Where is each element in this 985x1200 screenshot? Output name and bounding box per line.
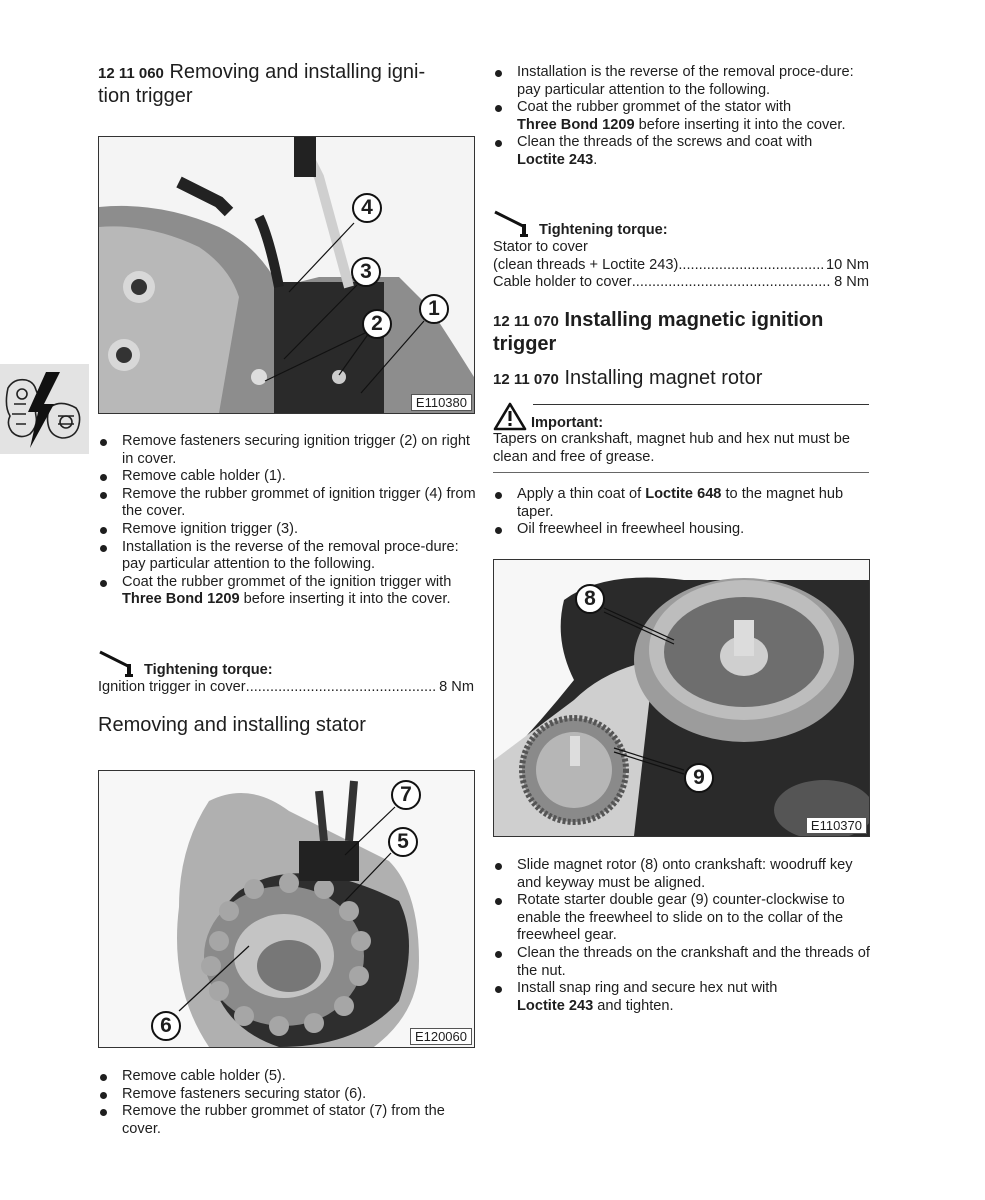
text: Install snap ring and secure hex nut with <box>517 980 778 997</box>
torque-label: Ignition trigger in cover <box>98 679 246 695</box>
engine-electrical-icon <box>0 364 89 454</box>
list-item <box>493 486 871 521</box>
product-name: Loctite 243 <box>517 997 594 1014</box>
list-item <box>493 980 871 1015</box>
callout-4: 4 <box>352 193 382 223</box>
torque-label: Stator to cover <box>493 239 588 255</box>
magnet-rotor-install-steps <box>493 857 871 1015</box>
torque-value: 10 Nm <box>826 256 869 273</box>
product-name: Three Bond 1209 <box>122 591 240 608</box>
list-item: Remove fasteners securing ignition trigger (2) on right in cover. <box>98 433 476 468</box>
section-title-line2: trigger <box>493 333 557 355</box>
product-name: Three Bond 1209 <box>517 116 635 133</box>
list-item: Installation is the reverse of the removal proce-dure: pay particular attention to the following. <box>98 539 476 574</box>
callout-6: 6 <box>151 1011 181 1041</box>
leader-dots <box>678 257 823 275</box>
list-item: Remove fasteners securing stator (6). <box>98 1086 476 1104</box>
section-code: 12 11 070 <box>493 371 559 388</box>
list-item: Installation is the reverse of the removal proce-dure: pay particular attention to the following. <box>493 64 871 99</box>
stator-steps-continued <box>493 64 871 170</box>
torque-spec-ignition <box>98 662 474 697</box>
torque-label: (clean threads + Loctite 243) <box>493 256 679 273</box>
list-item <box>98 574 476 609</box>
text: to the magnet hub taper. <box>517 486 844 520</box>
product-name: Loctite 243 <box>517 151 594 168</box>
product-name: Loctite 648 <box>645 486 722 502</box>
torque-row <box>98 679 474 697</box>
list-item <box>493 134 871 169</box>
torque-heading <box>493 222 869 239</box>
section-code: 12 11 070 <box>493 313 559 330</box>
leader-dots <box>246 679 436 697</box>
list-item: Rotate starter double gear (9) counter-clockwise to enable the freewheel to slide on to the collar of the freewheel gear. <box>493 892 871 945</box>
divider-bottom <box>493 472 869 473</box>
torque-wrench-icon <box>98 650 142 680</box>
section-title-line1: Installing magnetic ignition <box>564 309 824 331</box>
section-title-line2: tion trigger <box>98 85 193 107</box>
torque-heading-text: Tightening torque: <box>144 662 273 678</box>
text: before inserting it into the cover. <box>634 116 846 133</box>
text: before inserting it into the cover. <box>239 591 451 608</box>
list-item: Remove the rubber grommet of stator (7) from the cover. <box>98 1103 476 1138</box>
section-magnetic-trigger-heading <box>493 309 873 355</box>
text: Coat the rubber grommet of the stator with <box>517 99 792 116</box>
list-item: Remove the rubber grommet of ignition trigger (4) from the cover. <box>98 486 476 521</box>
stator-steps <box>98 1068 476 1138</box>
list-item: Slide magnet rotor (8) onto crankshaft: woodruff key and keyway must be aligned. <box>493 857 871 892</box>
warning-triangle-icon <box>493 401 527 431</box>
torque-value: 8 Nm <box>834 274 869 291</box>
text: Apply a thin coat of <box>517 486 646 502</box>
list-item <box>493 99 871 134</box>
torque-row <box>493 274 869 292</box>
section-stator-heading: Removing and installing stator <box>98 714 366 736</box>
text: Clean the threads of the screws and coat with <box>517 134 813 151</box>
chapter-tab <box>0 364 89 454</box>
callout-9: 9 <box>684 763 714 793</box>
torque-value: 8 Nm <box>439 679 474 695</box>
figure-id: E110370 <box>806 817 867 834</box>
important-heading-row <box>493 401 869 431</box>
magnet-rotor-prep-steps <box>493 486 871 539</box>
callout-5: 5 <box>388 827 418 857</box>
leader-dots <box>632 274 831 292</box>
figure-id: E120060 <box>410 1028 472 1045</box>
list-item: Clean the threads on the crankshaft and the threads of the nut. <box>493 945 871 980</box>
text: Coat the rubber grommet of the ignition trigger with <box>122 573 452 590</box>
text: and tighten. <box>593 997 674 1014</box>
callout-3: 3 <box>351 257 381 287</box>
important-text: Tapers on crankshaft, magnet hub and hex nut must be clean and free of grease. <box>493 431 850 465</box>
important-heading: Important: <box>531 415 604 431</box>
section-ignition-trigger <box>98 61 478 107</box>
callout-2: 2 <box>362 309 392 339</box>
torque-label: Cable holder to cover <box>493 274 632 291</box>
list-item: Remove cable holder (1). <box>98 468 476 486</box>
torque-wrench-icon <box>493 210 537 240</box>
text: . <box>593 151 598 168</box>
figure-id: E110380 <box>411 394 472 411</box>
torque-heading-text: Tightening torque: <box>539 222 668 238</box>
photo-magnet-rotor <box>494 560 869 836</box>
section-magnet-rotor-heading <box>493 367 873 391</box>
figure-magnet-rotor <box>493 559 870 837</box>
section-title-line1: Removing and installing igni- <box>169 61 426 83</box>
section-title: Installing magnet rotor <box>564 367 763 389</box>
torque-heading <box>98 662 474 679</box>
ignition-trigger-steps <box>98 433 476 609</box>
callout-7: 7 <box>391 780 421 810</box>
figure-ignition-trigger <box>98 136 475 414</box>
photo-ignition-trigger <box>99 137 474 413</box>
figure-stator <box>98 770 475 1048</box>
list-item: Oil freewheel in freewheel housing. <box>493 521 871 539</box>
torque-spec-stator <box>493 222 869 292</box>
callout-1: 1 <box>419 294 449 324</box>
important-note <box>493 401 869 466</box>
section-code: 12 11 060 <box>98 65 164 82</box>
photo-stator <box>99 771 474 1047</box>
list-item: Remove ignition trigger (3). <box>98 521 476 539</box>
list-item: Remove cable holder (5). <box>98 1068 476 1086</box>
section-heading <box>98 61 478 107</box>
callout-8: 8 <box>575 584 605 614</box>
torque-row <box>493 257 869 275</box>
